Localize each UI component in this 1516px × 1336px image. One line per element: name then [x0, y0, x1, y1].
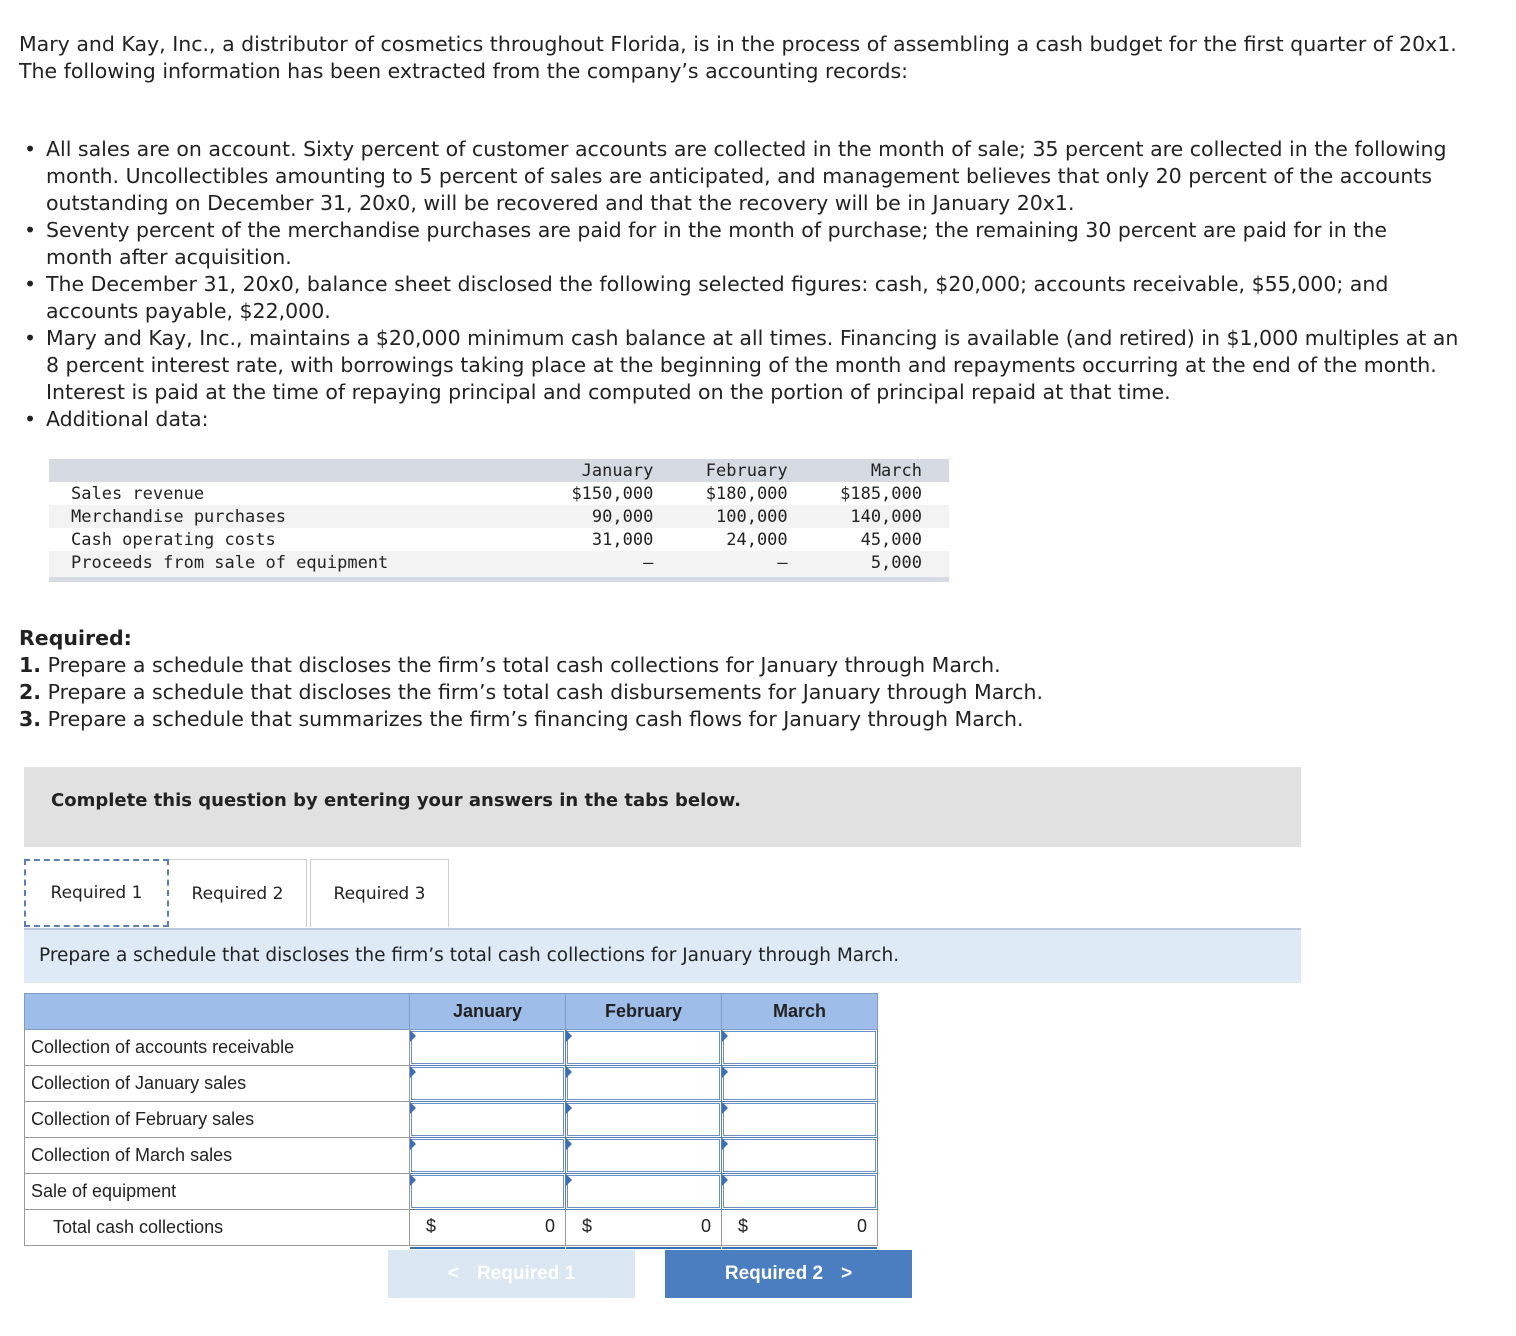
cell-marker-icon	[566, 1030, 572, 1042]
answer-input[interactable]	[567, 1175, 720, 1208]
row-label: Collection of accounts receivable	[25, 1030, 410, 1066]
cell-marker-icon	[722, 1138, 728, 1150]
cell-marker-icon	[410, 1066, 416, 1078]
input-cell[interactable]	[566, 1138, 722, 1174]
required-item-3: 3. Prepare a schedule that summarizes the firm’s financing cash flows for January through March.	[19, 707, 1024, 731]
answer-input[interactable]	[411, 1031, 564, 1064]
answer-col-january: January	[410, 994, 566, 1030]
cash-collections-schedule	[24, 993, 878, 1246]
cell-marker-icon	[566, 1066, 572, 1078]
row-label: Collection of March sales	[25, 1138, 410, 1174]
table-row	[25, 1030, 878, 1066]
cell-value: $180,000	[705, 483, 788, 504]
answer-input[interactable]	[723, 1031, 876, 1064]
answer-input[interactable]	[567, 1031, 720, 1064]
table-row	[25, 1066, 878, 1102]
input-cell[interactable]	[566, 1066, 722, 1102]
answer-input[interactable]	[567, 1139, 720, 1172]
answer-input[interactable]	[723, 1103, 876, 1136]
cell-marker-icon	[410, 1138, 416, 1150]
intro-paragraph: Mary and Kay, Inc., a distributor of cosmetics throughout Florida, is in the process of assembling a cash budget for the first quarter of 20x1. The following information has been extracted from the company’s accounting records:	[19, 32, 1457, 83]
next-tab-label: Required 2	[724, 1263, 824, 1284]
answer-input[interactable]	[567, 1067, 720, 1100]
input-cell[interactable]	[566, 1174, 722, 1210]
total-row	[25, 1210, 878, 1246]
cell-value: 24,000	[726, 529, 788, 550]
bullet-balance-sheet: • The December 31, 20x0, balance sheet disclosed the following selected figures: cash, $20,000; accounts receivable, $55,000; and accounts payable, $22,000.	[19, 271, 1459, 325]
answer-col-march: March	[722, 994, 878, 1030]
table-row	[25, 1174, 878, 1210]
instruction-text: Complete this question by entering your answers in the tabs below.	[51, 790, 741, 811]
instruction-banner	[24, 767, 1301, 847]
row-label: Cash operating costs	[71, 529, 276, 550]
total-cell-january: $ 0	[410, 1210, 566, 1246]
col-header-january: January	[581, 460, 654, 481]
answer-input[interactable]	[411, 1175, 564, 1208]
cell-marker-icon	[722, 1030, 728, 1042]
required-item-2: 2. Prepare a schedule that discloses the firm’s total cash disbursements for January through March.	[19, 680, 1044, 704]
next-tab-button[interactable]	[665, 1250, 912, 1298]
answer-input[interactable]	[723, 1175, 876, 1208]
input-cell[interactable]	[410, 1102, 566, 1138]
cell-marker-icon	[566, 1102, 572, 1114]
prev-tab-button[interactable]	[388, 1250, 635, 1298]
total-cell-march: $ 0	[722, 1210, 878, 1246]
prev-tab-label: Required 1	[476, 1263, 576, 1284]
answer-input[interactable]	[411, 1139, 564, 1172]
cell-value: 90,000	[591, 506, 654, 527]
additional-data-table	[49, 459, 949, 582]
row-label: Sales revenue	[71, 483, 205, 504]
required-item-1: 1. Prepare a schedule that discloses the firm’s total cash collections for January through March.	[19, 653, 1001, 677]
table-row	[49, 482, 949, 505]
answer-input[interactable]	[411, 1103, 564, 1136]
cell-marker-icon	[722, 1102, 728, 1114]
row-label: Collection of February sales	[25, 1102, 410, 1138]
cell-value: —	[680, 551, 814, 580]
cell-value: $185,000	[840, 483, 922, 504]
table-row	[49, 551, 949, 580]
col-header-march: March	[870, 460, 922, 481]
table-row	[49, 505, 949, 528]
bullet-financing: • Mary and Kay, Inc., maintains a $20,000 minimum cash balance at all times. Financing is available (and retired) in $1,000 multiples at an 8 percent interest rate, with borrowings taking place at the beginning of the month and repayments occurring at the end of the month. Interest is paid at the time of repaying principal and computed on the portion of principal repaid at that time.	[19, 325, 1459, 406]
cell-value: 140,000	[850, 506, 922, 527]
answer-input[interactable]	[723, 1139, 876, 1172]
input-cell[interactable]	[722, 1030, 878, 1066]
row-label: Collection of January sales	[25, 1066, 410, 1102]
row-label: Merchandise purchases	[71, 506, 286, 527]
cell-value: 5,000	[815, 551, 949, 580]
bullet-purchases: • Seventy percent of the merchandise purchases are paid for in the month of purchase; the remaining 30 percent are paid for in the month after acquisition.	[19, 217, 1459, 271]
input-cell[interactable]	[566, 1102, 722, 1138]
table-row	[25, 1138, 878, 1174]
tab-prompt	[24, 930, 1301, 983]
tab-required-3[interactable]: Required 3	[310, 859, 449, 927]
row-label: Proceeds from sale of equipment	[49, 551, 546, 580]
input-cell[interactable]	[722, 1138, 878, 1174]
bullet-additional-data: • Additional data:	[19, 406, 1459, 433]
cell-value: —	[546, 551, 680, 580]
info-bullet-list	[19, 136, 1459, 433]
answer-input[interactable]	[411, 1067, 564, 1100]
input-cell[interactable]	[722, 1174, 878, 1210]
required-section	[19, 625, 1319, 733]
answer-input[interactable]	[567, 1103, 720, 1136]
answer-col-february: February	[566, 994, 722, 1030]
cell-marker-icon	[722, 1066, 728, 1078]
tab-required-1[interactable]: Required 1	[24, 859, 169, 927]
chevron-right-icon: >	[841, 1263, 853, 1284]
chevron-left-icon: <	[447, 1263, 459, 1284]
tab-required-2[interactable]: Required 2	[169, 859, 307, 927]
cell-value: 31,000	[591, 529, 654, 550]
cell-value: 100,000	[716, 506, 788, 527]
table-row	[49, 528, 949, 551]
input-cell[interactable]	[410, 1174, 566, 1210]
cell-value: 45,000	[860, 529, 922, 550]
total-label: Total cash collections	[25, 1210, 410, 1246]
prompt-text: Prepare a schedule that discloses the firm’s total cash collections for January through March.	[39, 945, 900, 966]
required-heading: Required:	[19, 626, 132, 650]
cell-marker-icon	[566, 1174, 572, 1186]
total-cell-february: $ 0	[566, 1210, 722, 1246]
cell-marker-icon	[410, 1174, 416, 1186]
cell-marker-icon	[410, 1102, 416, 1114]
input-cell[interactable]	[410, 1066, 566, 1102]
bullet-sales: • All sales are on account. Sixty percent of customer accounts are collected in the month of sale; 35 percent are collected in the following month. Uncollectibles amounting to 5 percent of sales are anticipated, and management believes that only 20 percent of the accounts outstanding on December 31, 20x0, will be recovered and that the recovery will be in January 20x1.	[19, 136, 1459, 217]
table-row	[25, 1102, 878, 1138]
col-header-february: February	[705, 460, 788, 481]
cell-value: $150,000	[571, 483, 654, 504]
cell-marker-icon	[410, 1030, 416, 1042]
answer-input[interactable]	[723, 1067, 876, 1100]
cell-marker-icon	[566, 1138, 572, 1150]
input-cell[interactable]	[410, 1138, 566, 1174]
row-label: Sale of equipment	[25, 1174, 410, 1210]
cell-marker-icon	[722, 1174, 728, 1186]
input-cell[interactable]	[410, 1030, 566, 1066]
input-cell[interactable]	[722, 1102, 878, 1138]
input-cell[interactable]	[722, 1066, 878, 1102]
input-cell[interactable]	[566, 1030, 722, 1066]
